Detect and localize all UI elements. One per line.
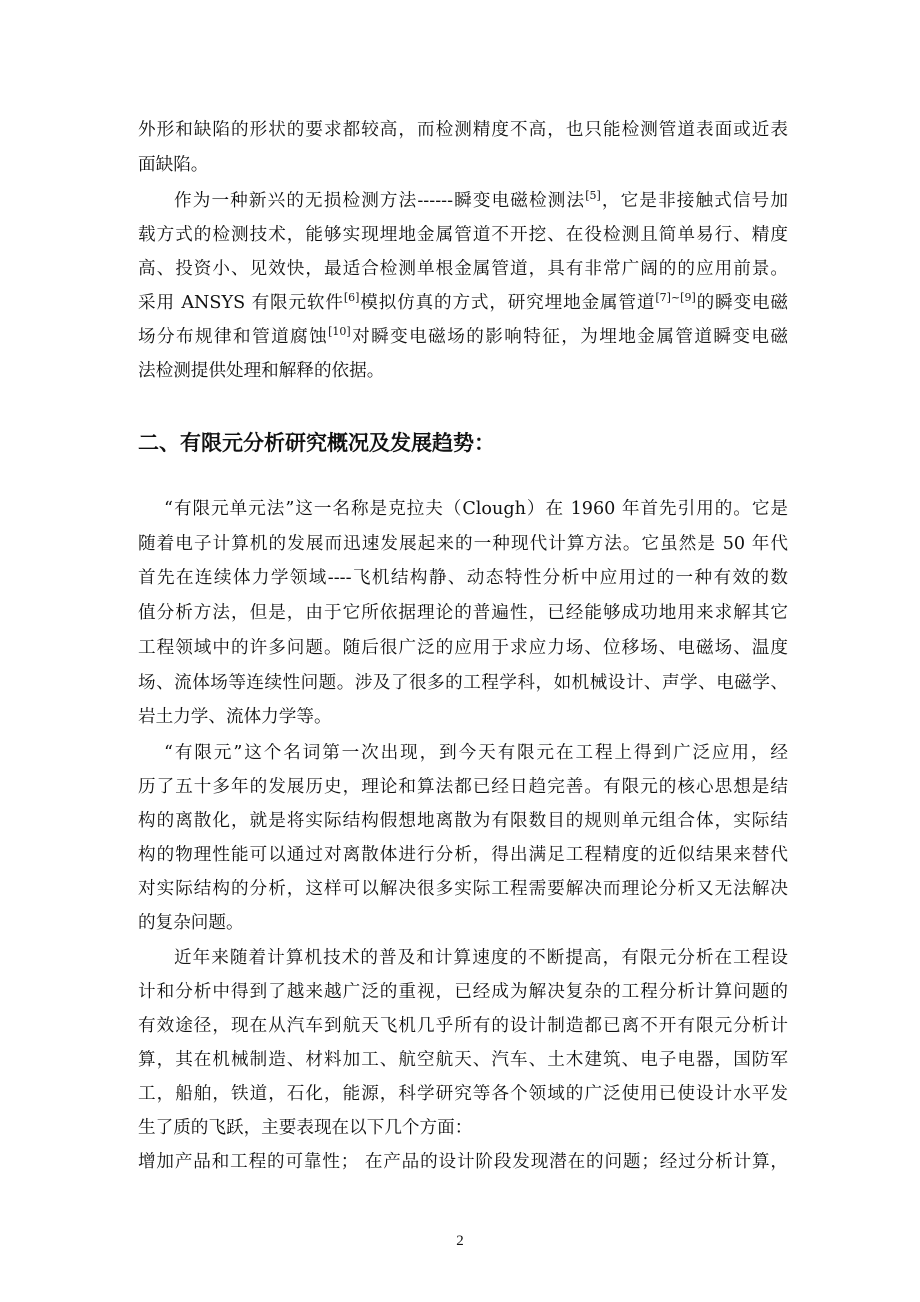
paragraph-3-line-2: 随着电子计算机的发展而迅速发展起来的一种现代计算方法。它虽然是 50 年代 <box>138 534 788 554</box>
p2-text-a: 作为一种新兴的无损检测方法------瞬变电磁检测法 <box>174 191 586 211</box>
citation-10: [10] <box>328 325 351 339</box>
paragraph-5-line-1: 近年来随着计算机技术的普及和计算速度的不断提高，有限元分析在工程设 <box>174 948 788 968</box>
paragraph-3-line-6: 场、流体场等连续性问题。涉及了很多的工程学科，如机械设计、声学、电磁学、 <box>138 673 788 693</box>
paragraph-3-line-5: 工程领域中的许多问题。随后很广泛的应用于求应力场、位移场、电磁场、温度 <box>138 638 788 658</box>
citation-7: [7] <box>655 291 671 305</box>
paragraph-2-line-4 <box>138 290 788 316</box>
paragraph-4-line-4: 构的物理性能可以通过对离散体进行分析，得出满足工程精度的近似结果来替代 <box>138 845 788 865</box>
paragraph-2-line-3: 高、投资小、见效快，最适合检测单根金属管道，具有非常广阔的的应用前景。 <box>138 259 788 279</box>
paragraph-2-line-2: 载方式的检测技术，能够实现埋地金属管道不开挖、在役检测且简单易行、精度 <box>138 225 788 245</box>
paragraph-4-line-6: 的复杂问题。 <box>138 913 244 933</box>
section-heading: 二、有限元分析研究概况及发展趋势： <box>138 431 495 455</box>
paragraph-2-line-6: 法检测提供处理和解释的依据。 <box>138 361 385 381</box>
paragraph-1-line-1: 外形和缺陷的形状的要求都较高，而检测精度不高，也只能检测管道表面或近表 <box>138 120 788 140</box>
p2-text-b: ，它是非接触式信号加 <box>600 191 788 211</box>
paragraph-3-line-1: “有限元单元法”这一名称是克拉夫（Clough）在 1960 年首先引用的。它是 <box>164 499 788 519</box>
citation-5: [5] <box>585 189 601 203</box>
citation-6: [6] <box>343 291 360 305</box>
paragraph-6-line-1: 增加产品和工程的可靠性； 在产品的设计阶段发现潜在的问题；经过分析计算， <box>138 1152 788 1172</box>
paragraph-3-line-4: 值分析方法，但是，由于它所依据理论的普遍性，已经能够成功地用来求解其它 <box>138 603 788 623</box>
paragraph-5-line-4: 算，其在机械制造、材料加工、航空航天、汽车、土木建筑、电子电器，国防军 <box>138 1050 788 1070</box>
paragraph-4-line-1: “有限元”这个名词第一次出现，到今天有限元在工程上得到广泛应用，经 <box>164 743 788 763</box>
p2-text-f: 场分布规律和管道腐蚀 <box>138 327 329 347</box>
paragraph-4-line-3: 构的离散化，就是将实际结构假想地离散为有限数目的规则单元组合体，实际结 <box>138 811 788 831</box>
paragraph-5-line-5: 工，船舶，铁道，石化，能源，科学研究等各个领域的广泛使用已使设计水平发 <box>138 1084 788 1104</box>
paragraph-4-line-5: 对实际结构的分析，这样可以解决很多实际工程需要解决而理论分析又无法解决 <box>138 879 788 899</box>
paragraph-5-line-3: 有效途径，现在从汽车到航天飞机几乎所有的设计制造都已离不开有限元分析计 <box>138 1016 788 1036</box>
paragraph-4-line-2: 历了五十多年的发展历史，理论和算法都已经日趋完善。有限元的核心思想是结 <box>138 777 788 797</box>
paragraph-3-line-7: 岩土力学、流体力学等。 <box>138 707 332 727</box>
page-number: 2 <box>456 1233 464 1249</box>
paragraph-3-line-3: 首先在连续体力学领域----飞机结构静、动态特性分析中应用过的一种有效的数 <box>138 568 788 588</box>
p2-text-c: 采用 ANSYS 有限元软件 <box>138 293 344 313</box>
p2-text-e: 的瞬变电磁 <box>695 293 788 313</box>
paragraph-2-line-1 <box>138 188 788 214</box>
citation-9: [9] <box>680 291 696 305</box>
citation-range-sep: ~ <box>670 291 681 305</box>
paragraph-2-line-5 <box>138 324 788 350</box>
p2-text-d: 模拟仿真的方式，研究埋地金属管道 <box>359 293 656 313</box>
p2-text-g: 对瞬变电磁场的影响特征，为埋地金属管道瞬变电磁 <box>350 327 788 347</box>
paragraph-5-line-2: 计和分析中得到了越来越广泛的重视，已经成为解决复杂的工程分析计算问题的 <box>138 982 788 1002</box>
paragraph-5-line-6: 生了质的飞跃，主要表现在以下几个方面： <box>138 1118 473 1138</box>
paragraph-1-line-2: 面缺陷。 <box>138 155 209 175</box>
